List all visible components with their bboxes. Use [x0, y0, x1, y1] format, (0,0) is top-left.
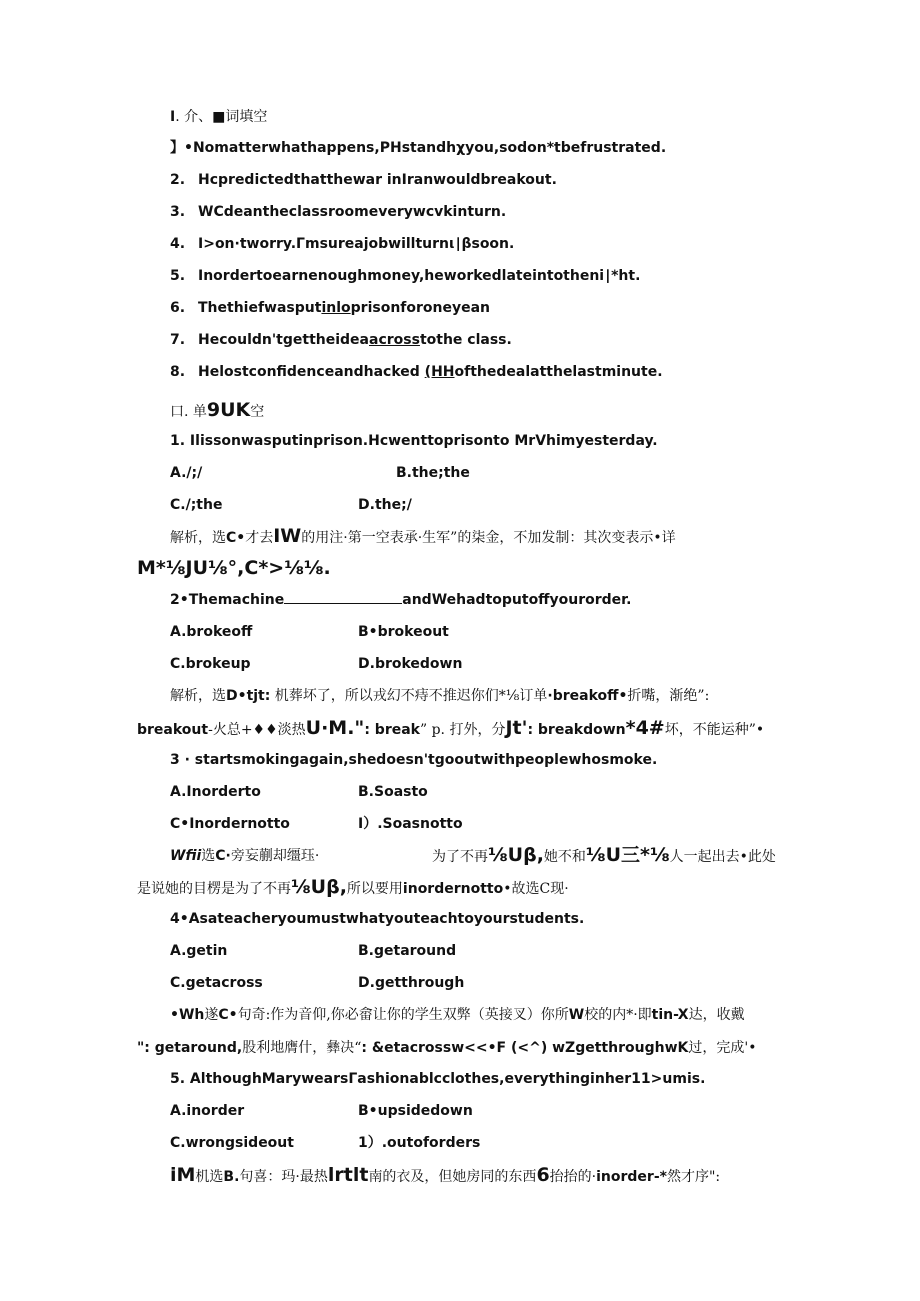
- explanation-text: 才去: [245, 530, 274, 546]
- section1-item-3: [170, 202, 506, 222]
- q2-explanation-line2: [137, 716, 764, 742]
- q3-explanation-line1-right: [432, 843, 776, 869]
- item-answer: inlo: [321, 300, 351, 316]
- section1-title-block: ■: [212, 109, 226, 125]
- explanation-bold: : &etacross: [361, 1040, 452, 1056]
- q5-option-a: A.inorder: [170, 1103, 245, 1119]
- explanation-text: 选: [201, 848, 216, 864]
- explanation-bold: •Wh: [170, 1007, 205, 1023]
- explanation-text: 抬抬的·: [549, 1169, 597, 1185]
- item-text: Inordertoearnenoughmoney,heworkedlateintotheni∣*ht.: [198, 268, 641, 284]
- item-number: 3.: [170, 204, 186, 220]
- q2-option-c: C.brokeup: [170, 656, 251, 672]
- explanation-text: 达，收戴: [688, 1007, 745, 1023]
- explanation-text: 的用注·第一空表承·生军”的柒金，不加发制：其次变表示•详: [301, 530, 676, 546]
- explanation-bold: ·breakoff•: [547, 688, 628, 704]
- q3-option-c: C•Inordernotto: [170, 816, 290, 832]
- q1-stem: 1. Ilissonwasputinprison.Hcwenttoprisonto MrVhimyesterday.: [170, 433, 658, 449]
- explanation-text: -火总+♦♦淡热: [208, 722, 306, 738]
- explanation-text: 她不和: [543, 849, 586, 865]
- explanation-bold: C•: [218, 1007, 238, 1023]
- explanation-bold: breakout: [137, 722, 209, 738]
- section2-title-big: 9UK: [206, 399, 251, 421]
- item-answer: across: [369, 332, 420, 348]
- stem-text: 2•Themachine: [170, 592, 285, 608]
- explanation-big: ⅛U三*⅛: [585, 844, 670, 866]
- q4-option-d: D.getthrough: [358, 975, 465, 991]
- explanation-bold: ": getaround,: [137, 1040, 243, 1056]
- q3-stem: 3 · startsmokingagain,shedoesn'tgooutwithpeoplewhosmoke.: [170, 752, 658, 768]
- explanation-text: 所以要用: [346, 881, 403, 897]
- q1-explanation-line1: [170, 524, 676, 550]
- explanation-bold: inorder-*: [596, 1169, 667, 1185]
- section1-item-8: [170, 362, 663, 382]
- q4-stem: 4•Asateacheryoumustwhatyouteachtoyourstudents.: [170, 911, 585, 927]
- q1-option-b: B.the;the: [396, 465, 470, 481]
- explanation-bold: : break: [364, 722, 420, 738]
- section2-title: [170, 398, 264, 424]
- q3-explanation-line1-left: [170, 844, 319, 868]
- explanation-text: 机选: [195, 1169, 224, 1185]
- explanation-text: 南的衣及，但她房同的东西: [368, 1169, 537, 1185]
- explanation-text: 遂: [204, 1007, 219, 1023]
- item-text: tothe class.: [419, 332, 512, 348]
- item-answer: (HH: [424, 364, 455, 380]
- item-number: 2.: [170, 172, 186, 188]
- explanation-bold: D•tjt:: [226, 688, 271, 704]
- item-number: 6.: [170, 300, 186, 316]
- q4-option-c: C.getacross: [170, 975, 263, 991]
- q3-option-d: I）.Soasnotto: [358, 816, 463, 832]
- explanation-bold: Wfii: [170, 848, 202, 864]
- item-number: 5.: [170, 268, 186, 284]
- explanation-bold: wK: [664, 1040, 689, 1056]
- q5-option-c: C.wrongsideout: [170, 1135, 294, 1151]
- explanation-text: 机葬坏了，所以戎幻不痔不推迟你们*⅛订单: [270, 688, 548, 704]
- explanation-big: IW: [273, 525, 302, 547]
- q3-option-a: A.Inorderto: [170, 784, 261, 800]
- item-number: 7.: [170, 332, 186, 348]
- explanation-bold: wZgetthrough: [552, 1040, 665, 1056]
- q5-option-b: B•upsidedown: [358, 1103, 473, 1119]
- q4-explanation-line2: [137, 1036, 756, 1060]
- item-text: Hcpredictedthatthewar inIranwouldbreakout.: [198, 172, 557, 188]
- section1-item-5: [170, 266, 640, 286]
- section1-item-6: [170, 298, 490, 318]
- item-text: Helostconfidenceandhacked: [198, 364, 425, 380]
- explanation-text: 解析，选: [170, 530, 226, 546]
- explanation-big: lrtlt: [327, 1164, 369, 1186]
- explanation-bold: C·: [215, 848, 231, 864]
- explanation-bold: inordernotto: [402, 881, 504, 897]
- section1-item-1: [170, 138, 666, 158]
- section2-title-post: 空: [250, 404, 265, 420]
- item-number: 4.: [170, 236, 186, 252]
- explanation-bold: tin-X: [651, 1007, 689, 1023]
- item-number: 】: [170, 140, 184, 156]
- section1-title-numeral: I: [170, 109, 176, 125]
- section1-title-mid: . 介、: [175, 109, 213, 125]
- item-text: WCdeantheclassroomeverywcvkinturn.: [198, 204, 507, 220]
- q2-option-b: B•brokeout: [358, 624, 449, 640]
- explanation-text: 折嘴，渐绝”:: [627, 688, 710, 704]
- explanation-bold: W: [568, 1007, 585, 1023]
- q1-option-a: A./;/: [170, 465, 203, 481]
- section2-title-pre: 口. 单: [170, 404, 207, 420]
- explanation-big: ⅛Uβ,: [291, 876, 347, 898]
- explanation-big: *4#: [625, 717, 665, 739]
- explanation-bold: : breakdown: [527, 722, 626, 738]
- q5-stem: 5. AlthoughMarywearsΓashionablcclothes,everythinginher11>umis.: [170, 1071, 706, 1087]
- explanation-big: Jt': [505, 717, 528, 739]
- item-text: Thethiefwasput: [198, 300, 322, 316]
- q5-explanation-line1: [170, 1162, 720, 1190]
- q4-explanation-line1: [170, 1003, 745, 1027]
- explanation-text: 校的内*·即: [584, 1007, 652, 1023]
- q3-explanation-line2: [137, 875, 569, 901]
- explanation-bold: B.: [223, 1169, 240, 1185]
- item-text: Hecouldn'tgettheidea: [198, 332, 369, 348]
- explanation-big: iM: [170, 1164, 196, 1186]
- q5-option-d: 1）.outoforders: [358, 1135, 481, 1151]
- item-text: •Nomatterwhathappens,PHstandhχyou,sodon*tbefrustrated.: [184, 140, 667, 156]
- q2-explanation-line1: [170, 684, 709, 708]
- explanation-text: •故选C现·: [503, 881, 569, 897]
- section1-title-post: 词填空: [225, 109, 268, 125]
- stem-text: andWehadtoputoffyourorder.: [402, 592, 632, 608]
- explanation-text: 旁妄蒯却缰珏·: [230, 848, 320, 864]
- explanation-text: 句奇:作为音仰,你必畲让你的学生双弊（英接叉）你所: [237, 1007, 569, 1023]
- explanation-big: ⅛Uβ,: [488, 844, 544, 866]
- explanation-text: 句喜：玛·最热: [239, 1169, 328, 1185]
- explanation-text: 股利地膺什，彝决“: [242, 1040, 362, 1056]
- answer-blank: [284, 590, 402, 604]
- section1-item-7: [170, 330, 512, 350]
- explanation-text: 坏，不能运种”•: [664, 722, 765, 738]
- explanation-text: ” p. 打外，分: [419, 722, 506, 738]
- explanation-text: 解析，选: [170, 688, 226, 704]
- q3-option-b: B.Soasto: [358, 784, 428, 800]
- item-text: ofthedealatthelastminute.: [454, 364, 663, 380]
- section1-item-2: [170, 170, 557, 190]
- explanation-text: 过，完成'•: [688, 1040, 757, 1056]
- q1-option-d: D.the;/: [358, 497, 412, 513]
- explanation-bold: w<<•F (<^): [451, 1040, 553, 1056]
- explanation-bold: C•: [226, 530, 246, 546]
- item-text: I>on·tworry.Γmsureajobwillturnι∣βsoon.: [198, 236, 515, 252]
- explanation-text: 人一起出去•此处: [669, 849, 776, 865]
- q1-option-c: C./;the: [170, 497, 223, 513]
- q1-explanation-line2: M*⅛JU⅛°,C*>⅛⅛.: [137, 557, 331, 579]
- q4-option-a: A.getin: [170, 943, 228, 959]
- explanation-big: 6: [536, 1164, 550, 1186]
- section1-item-4: [170, 234, 514, 254]
- item-number: 8.: [170, 364, 186, 380]
- q2-option-d: D.brokedown: [358, 656, 463, 672]
- explanation-text: 为了不再: [432, 849, 488, 865]
- q4-option-b: B.getaround: [358, 943, 457, 959]
- explanation-big: U·M.": [305, 717, 365, 739]
- explanation-text: 是说她的目楞是为了不再: [137, 881, 291, 897]
- q2-option-a: A.brokeoff: [170, 624, 253, 640]
- item-text: prisonforoneyean: [350, 300, 491, 316]
- q2-stem: [170, 590, 631, 610]
- explanation-text: 然才序":: [666, 1169, 721, 1185]
- section1-title: [170, 107, 267, 127]
